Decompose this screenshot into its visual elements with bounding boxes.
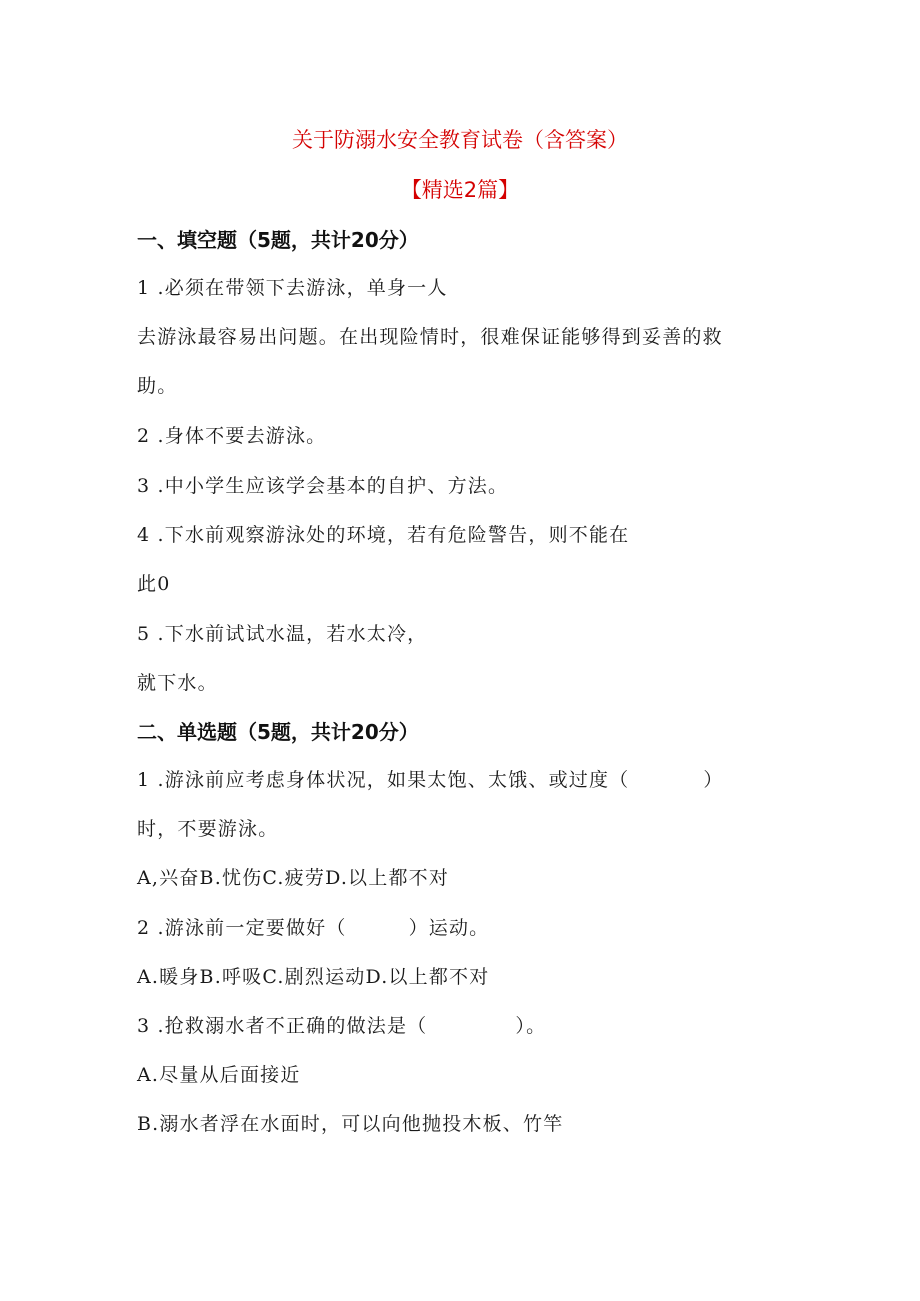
question-3-text: 3 .抢救溺水者不正确的做法是（ (137, 1015, 428, 1037)
document-title: 关于防溺水安全教育试卷（含答案） (292, 128, 628, 152)
text-line: 3 .中小学生应该学会基本的自护、方法。 (137, 475, 509, 497)
question-3-option-a: A.尽量从后面接近 (137, 1064, 301, 1086)
question-1-continuation: 时，不要游泳。 (137, 818, 279, 840)
text-line: 2 .身体不要去游泳。 (137, 425, 327, 447)
section-heading-fill-blank: 一、填空题（5题，共计20分） (137, 228, 419, 252)
question-2-stem (137, 913, 489, 940)
question-2-options: A.暖身B.呼吸C.剧烈运动D.以上都不对 (137, 966, 490, 988)
section-heading-single-choice: 二、单选题（5题，共计20分） (137, 720, 419, 744)
text-line: 助。 (137, 375, 178, 397)
text-line: 1 .必须在带领下去游泳，单身一人 (137, 277, 448, 299)
document-subtitle: 【精选2篇】 (400, 178, 520, 202)
text-line: 此0 (137, 573, 171, 595)
question-1-close: ） (703, 769, 724, 791)
question-2-close: ）运动。 (408, 917, 490, 939)
text-line: 5 .下水前试试水温，若水太冷， (137, 623, 428, 645)
text-line: 就下水。 (137, 672, 218, 694)
question-3-close: ）。 (515, 1015, 547, 1037)
question-3-stem (137, 1011, 546, 1038)
question-2-text: 2 .游泳前一定要做好（ (137, 917, 347, 939)
question-1-stem (137, 765, 724, 792)
question-1-options: A,兴奋B.忧伤C.疲劳D.以上都不对 (137, 867, 450, 889)
text-line: 去游泳最容易出问题。在出现险情时，很难保证能够得到妥善的救 (137, 326, 723, 348)
text-line: 4 .下水前观察游泳处的环境，若有危险警告，则不能在 (137, 524, 630, 546)
question-1-text: 1 .游泳前应考虑身体状况，如果太饱、太饿、或过度（ (137, 769, 630, 791)
question-3-option-b: B.溺水者浮在水面时，可以向他抛投木板、竹竿 (137, 1113, 564, 1135)
